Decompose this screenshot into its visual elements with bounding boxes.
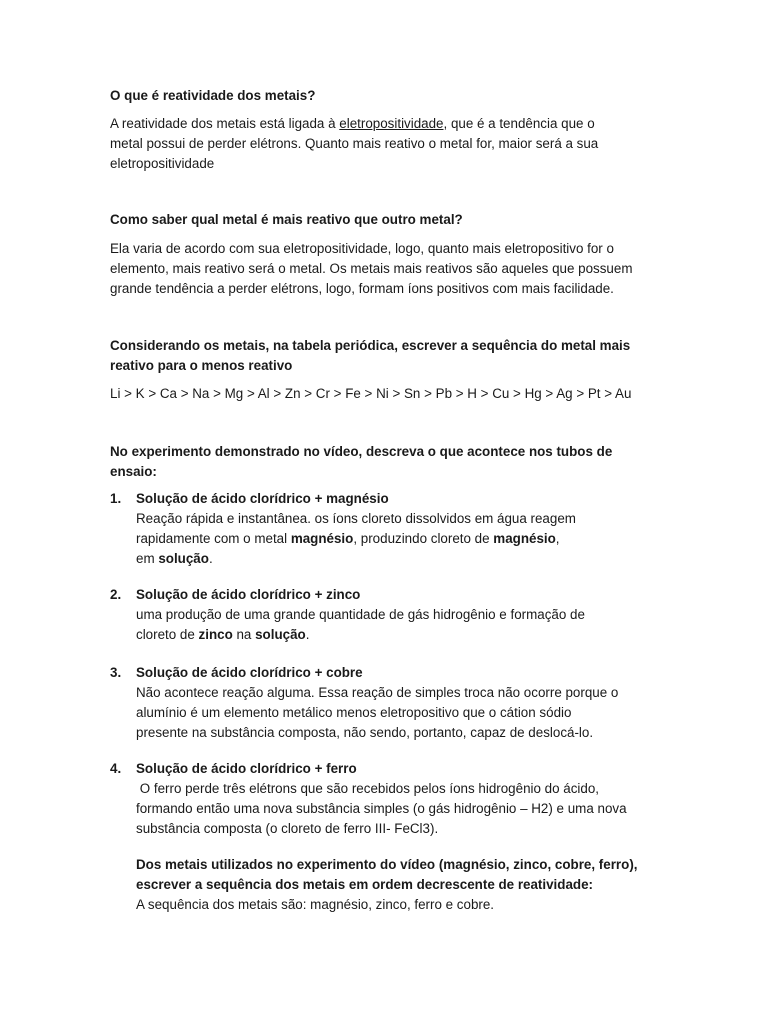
text-run: . bbox=[208, 551, 213, 566]
item-title: Solução de ácido clorídrico + cobre bbox=[136, 665, 363, 680]
answer-line: elemento, mais reativo será o metal. Os metais mais reativos são aqueles que possuem bbox=[110, 261, 633, 276]
item-title: Solução de ácido clorídrico + zinco bbox=[136, 587, 361, 602]
question-line: ensaio: bbox=[110, 464, 157, 479]
item-line: alumínio é um elemento metálico menos eletropositivo que o cátion sódio bbox=[136, 705, 572, 720]
bold-term: magnésio bbox=[493, 531, 556, 546]
list-number: 1. bbox=[110, 491, 122, 506]
list-item-zinco bbox=[136, 585, 676, 645]
bold-term: solução bbox=[158, 551, 209, 566]
question-line: No experimento demonstrado no vídeo, descreva o que acontece nos tubos de bbox=[110, 444, 613, 459]
item-line bbox=[136, 529, 676, 549]
text-run: rapidamente com o metal bbox=[136, 531, 291, 546]
text-run: em bbox=[136, 551, 159, 566]
reactivity-sequence: Li > K > Ca > Na > Mg > Al > Zn > Cr > Fe > Ni > Sn > Pb > H > Cu > Hg > Ag > Pt > Au bbox=[110, 386, 632, 401]
list-number: 3. bbox=[110, 665, 122, 680]
question-line: escrever a sequência dos metais em ordem decrescente de reatividade: bbox=[136, 877, 593, 892]
item-line: O ferro perde três elétrons que são recebidos pelos íons hidrogênio do ácido, bbox=[136, 781, 600, 796]
item-line: formando então uma nova substância simples (o gás hidrogênio – H2) e uma nova bbox=[136, 801, 627, 816]
question-reactivity: O que é reatividade dos metais? bbox=[110, 88, 316, 103]
item-line: uma produção de uma grande quantidade de gás hidrogênio e formação de bbox=[136, 607, 585, 622]
list-number: 4. bbox=[110, 761, 122, 776]
final-question-block bbox=[136, 855, 676, 915]
item-line: substância composta (o cloreto de ferro III- FeCl3). bbox=[136, 821, 439, 836]
answer-line: eletropositividade bbox=[110, 156, 215, 171]
question-experiment bbox=[110, 442, 670, 482]
item-line bbox=[136, 625, 676, 645]
item-title: Solução de ácido clorídrico + ferro bbox=[136, 761, 357, 776]
item-line: presente na substância composta, não sendo, portanto, capaz de deslocá-lo. bbox=[136, 725, 594, 740]
question-line: Considerando os metais, na tabela periódica, escrever a sequência do metal mais bbox=[110, 338, 631, 353]
item-line: Não acontece reação alguma. Essa reação de simples troca não ocorre porque o bbox=[136, 685, 619, 700]
question-line: reativo para o menos reativo bbox=[110, 358, 293, 373]
text-run: , bbox=[555, 531, 560, 546]
text-run: , que é a tendência que o bbox=[443, 116, 595, 131]
text-run: A reatividade dos metais está ligada à bbox=[110, 116, 340, 131]
item-title: Solução de ácido clorídrico + magnésio bbox=[136, 491, 389, 506]
text-run: cloreto de bbox=[136, 627, 199, 642]
list-number: 2. bbox=[110, 587, 122, 602]
answer-line bbox=[110, 114, 670, 134]
bold-term: zinco bbox=[198, 627, 233, 642]
eletropositividade-term: eletropositividade bbox=[339, 116, 444, 131]
question-sequence bbox=[110, 336, 670, 376]
answer-line: metal possui de perder elétrons. Quanto mais reativo o metal for, maior será a sua bbox=[110, 136, 599, 151]
list-item-cobre bbox=[136, 663, 676, 743]
text-run: . bbox=[305, 627, 310, 642]
text-run: , produzindo cloreto de bbox=[353, 531, 494, 546]
answer-line: Ela varia de acordo com sua eletropositividade, logo, quanto mais eletropositivo for o bbox=[110, 241, 614, 256]
item-line bbox=[136, 549, 676, 569]
text-run: na bbox=[232, 627, 256, 642]
bold-term: solução bbox=[255, 627, 306, 642]
list-item-magnesio bbox=[136, 489, 676, 569]
question-line: Dos metais utilizados no experimento do vídeo (magnésio, zinco, cobre, ferro), bbox=[136, 857, 638, 872]
final-answer: A sequência dos metais são: magnésio, zinco, ferro e cobre. bbox=[136, 897, 495, 912]
answer-reactivity bbox=[110, 114, 670, 174]
bold-term: magnésio bbox=[290, 531, 354, 546]
list-item-ferro bbox=[136, 759, 676, 839]
answer-compare-metals bbox=[110, 239, 670, 299]
answer-line: grande tendência a perder elétrons, logo, formam íons positivos com mais facilidade. bbox=[110, 281, 614, 296]
question-compare-metals: Como saber qual metal é mais reativo que outro metal? bbox=[110, 212, 463, 227]
item-line: Reação rápida e instantânea. os íons cloreto dissolvidos em água reagem bbox=[136, 511, 576, 526]
